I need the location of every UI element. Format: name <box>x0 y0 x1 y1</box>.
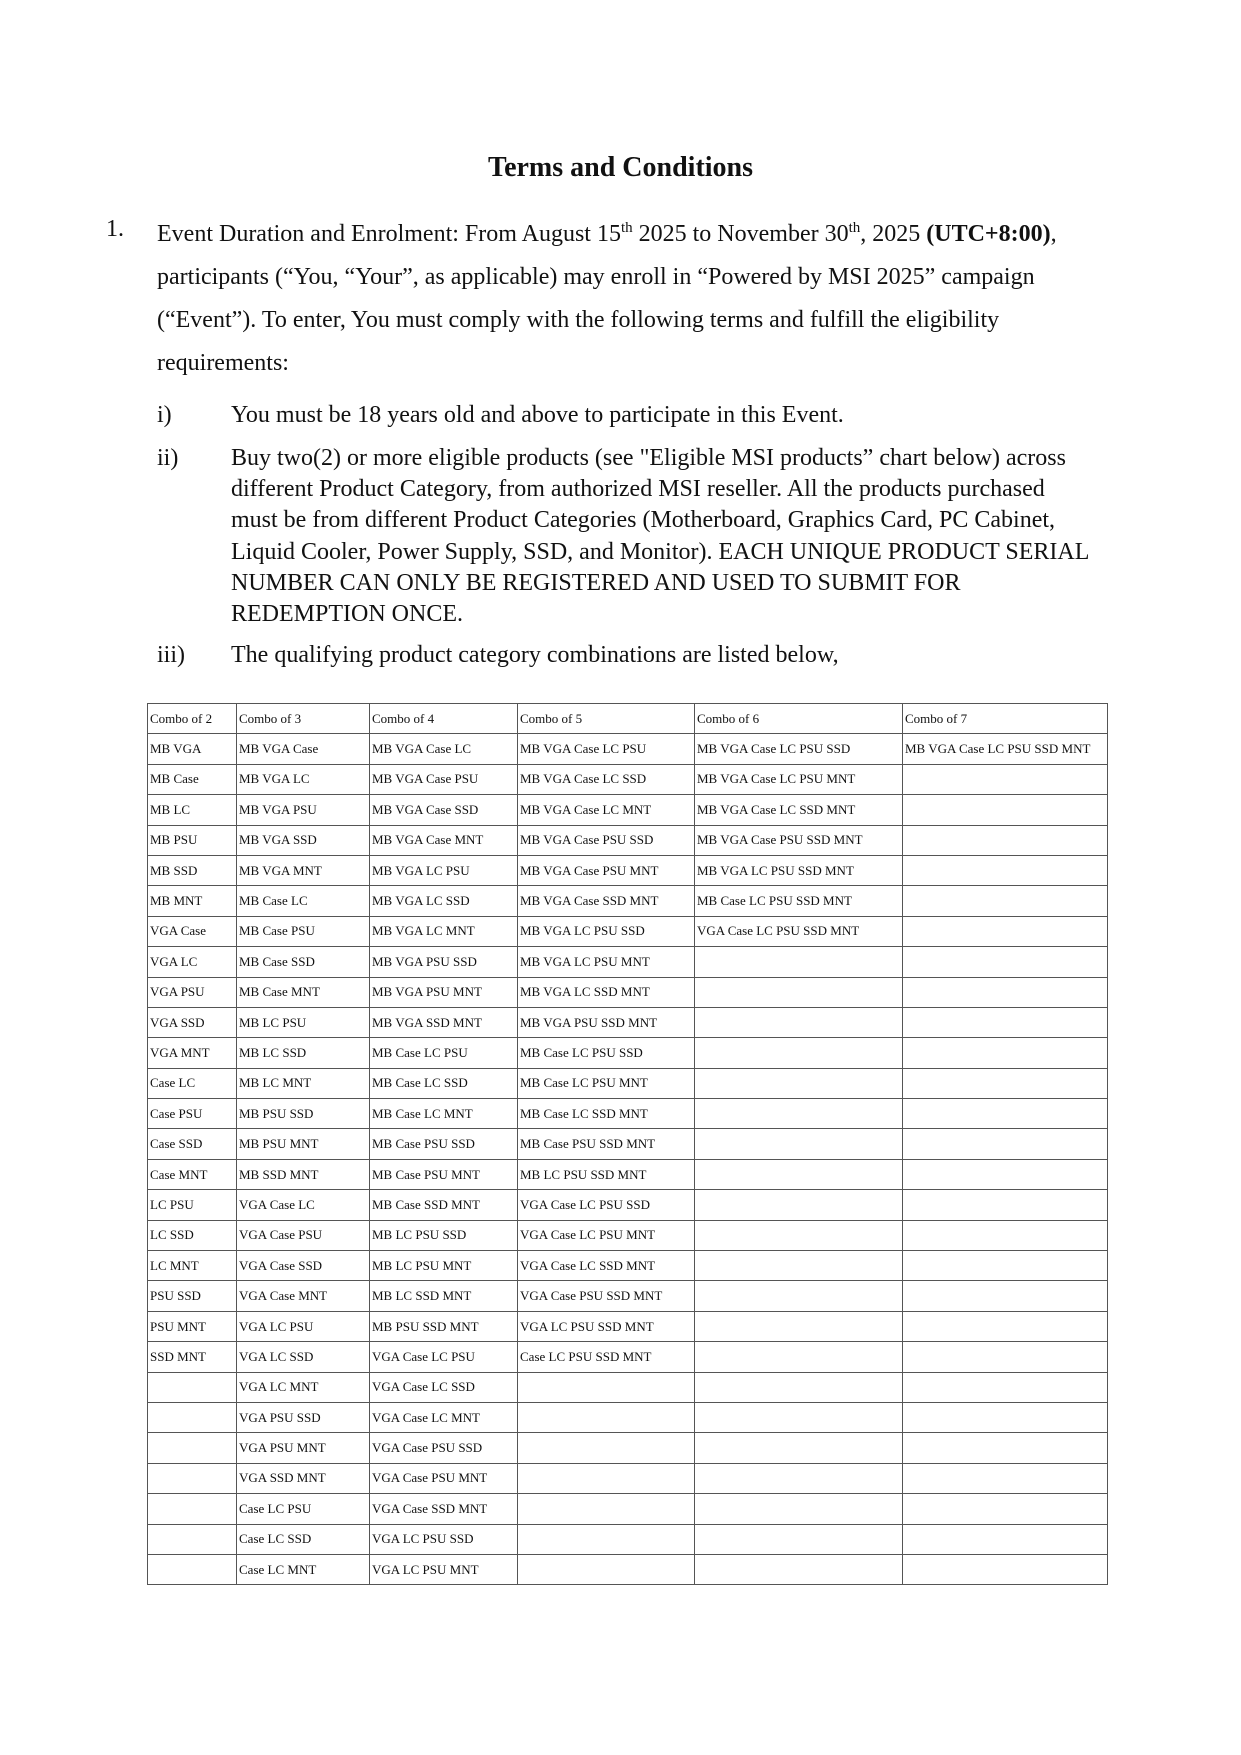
table-cell: VGA Case LC <box>237 1190 370 1220</box>
table-row <box>148 1342 1108 1372</box>
table-cell <box>148 1463 237 1493</box>
table-row <box>148 1402 1108 1432</box>
table-cell: MB VGA PSU SSD MNT <box>518 1007 695 1037</box>
table-cell <box>148 1524 237 1554</box>
table-cell <box>148 1494 237 1524</box>
table-cell: VGA Case SSD MNT <box>370 1494 518 1524</box>
table-cell: PSU MNT <box>148 1311 237 1341</box>
table-row <box>148 1433 1108 1463</box>
table-cell <box>903 1554 1108 1584</box>
table-cell: MB VGA Case LC PSU SSD <box>695 734 903 764</box>
table-cell: MB VGA LC PSU MNT <box>518 947 695 977</box>
table-cell: MB Case MNT <box>237 977 370 1007</box>
table-row <box>148 1463 1108 1493</box>
table-cell: VGA Case LC SSD <box>370 1372 518 1402</box>
table-cell: MB PSU <box>148 825 237 855</box>
table-cell: VGA Case LC SSD MNT <box>518 1251 695 1281</box>
table-cell <box>518 1524 695 1554</box>
table-row <box>148 1220 1108 1250</box>
table-cell: MB LC PSU SSD <box>370 1220 518 1250</box>
table-cell <box>903 764 1108 794</box>
subitem-ii-text: Buy two(2) or more eligible products (see "Eligible MSI products” chart below) across different Product Category, from authorized MSI reseller. All the products purchased must be from different Product Categories (Motherboard, Graphics Card, PC Cabinet, Liquid Cooler, Power Supply, SSD, and Monitor). EACH UNIQUE PRODUCT SERIAL NUMBER CAN ONLY BE REGISTERED AND USED TO SUBMIT FOR REDEMPTION ONCE. <box>231 445 1089 628</box>
item-1-text-b: 2025 to November 30 <box>632 221 849 247</box>
table-cell: MB Case LC <box>237 886 370 916</box>
table-cell: Case LC PSU <box>237 1494 370 1524</box>
table-cell: Case LC SSD <box>237 1524 370 1554</box>
table-cell: MB VGA LC <box>237 764 370 794</box>
table-cell: MB VGA SSD <box>237 825 370 855</box>
combo-table <box>147 703 1108 1585</box>
table-row <box>148 1007 1108 1037</box>
table-cell: VGA Case PSU <box>237 1220 370 1250</box>
table-cell <box>903 1524 1108 1554</box>
table-cell: MB VGA LC SSD MNT <box>518 977 695 1007</box>
table-cell: SSD MNT <box>148 1342 237 1372</box>
table-cell <box>518 1554 695 1584</box>
table-cell <box>695 1402 903 1432</box>
table-cell: MB VGA LC PSU SSD <box>518 916 695 946</box>
table-cell: MB Case PSU MNT <box>370 1159 518 1189</box>
table-cell: MB SSD <box>148 855 237 885</box>
table-cell: LC SSD <box>148 1220 237 1250</box>
item-1-text-d: , participants (“You, “Your”, as applicable) may enroll in “Powered by MSI 2025” campaign (“Event”). To enter, You must comply with the following terms and fulfill the eligibility requirements: <box>157 221 1057 376</box>
table-cell <box>695 1159 903 1189</box>
table-cell <box>903 916 1108 946</box>
table-row <box>148 1554 1108 1584</box>
table-cell <box>148 1402 237 1432</box>
table-cell <box>903 825 1108 855</box>
table-cell: MB Case LC SSD MNT <box>518 1099 695 1129</box>
table-row <box>148 795 1108 825</box>
table-cell: VGA MNT <box>148 1038 237 1068</box>
table-cell: MB VGA Case MNT <box>370 825 518 855</box>
table-cell: MB VGA Case LC MNT <box>518 795 695 825</box>
table-cell: VGA PSU <box>148 977 237 1007</box>
table-cell <box>518 1372 695 1402</box>
table-cell <box>148 1554 237 1584</box>
table-cell: MB PSU SSD MNT <box>370 1311 518 1341</box>
item-1-sup-a: th <box>620 220 633 236</box>
table-cell <box>903 947 1108 977</box>
table-cell: MB VGA PSU SSD <box>370 947 518 977</box>
table-cell <box>518 1494 695 1524</box>
table-cell <box>903 855 1108 885</box>
subitem-iii-text: The qualifying product category combinations are listed below, <box>231 642 839 668</box>
table-row <box>148 1494 1108 1524</box>
table-cell: MB VGA LC PSU SSD MNT <box>695 855 903 885</box>
table-cell <box>695 1342 903 1372</box>
combo-table-body <box>148 704 1108 1585</box>
table-row <box>148 1281 1108 1311</box>
table-row <box>148 1099 1108 1129</box>
table-cell: VGA SSD MNT <box>237 1463 370 1493</box>
combo-table-header-cell: Combo of 3 <box>237 704 370 734</box>
table-cell: MB PSU MNT <box>237 1129 370 1159</box>
combo-table-header-cell: Combo of 5 <box>518 704 695 734</box>
table-cell: LC PSU <box>148 1190 237 1220</box>
table-cell: MB VGA LC SSD <box>370 886 518 916</box>
table-row <box>148 1129 1108 1159</box>
table-cell: MB Case LC SSD <box>370 1068 518 1098</box>
combo-table-header-cell: Combo of 6 <box>695 704 903 734</box>
table-cell: MB Case PSU <box>237 916 370 946</box>
table-cell <box>903 977 1108 1007</box>
combo-table-header-row <box>148 704 1108 734</box>
table-cell: MB Case SSD <box>237 947 370 977</box>
table-cell: MB VGA MNT <box>237 855 370 885</box>
table-cell <box>518 1402 695 1432</box>
table-cell: MB Case <box>148 764 237 794</box>
table-cell <box>695 1129 903 1159</box>
table-cell: VGA LC PSU MNT <box>370 1554 518 1584</box>
table-row <box>148 1311 1108 1341</box>
item-1-timezone: (UTC+8:00) <box>926 221 1051 247</box>
table-cell: VGA LC <box>148 947 237 977</box>
table-cell <box>695 1433 903 1463</box>
table-cell <box>903 1038 1108 1068</box>
table-cell <box>695 1281 903 1311</box>
table-cell <box>695 1038 903 1068</box>
table-row <box>148 1068 1108 1098</box>
table-cell <box>903 1311 1108 1341</box>
item-1-number: 1. <box>106 216 124 242</box>
table-cell <box>903 1068 1108 1098</box>
item-1-text-c: , 2025 <box>860 221 927 247</box>
table-cell <box>695 1068 903 1098</box>
combo-table-header-cell: Combo of 7 <box>903 704 1108 734</box>
table-cell: VGA LC PSU <box>237 1311 370 1341</box>
table-cell: MB VGA PSU <box>237 795 370 825</box>
table-cell: MB Case LC PSU SSD <box>518 1038 695 1068</box>
table-cell: MB VGA Case LC SSD <box>518 764 695 794</box>
item-1-sup-b: th <box>848 220 861 236</box>
table-cell <box>518 1463 695 1493</box>
table-cell: MB LC PSU MNT <box>370 1251 518 1281</box>
table-cell: MB SSD MNT <box>237 1159 370 1189</box>
table-cell: VGA Case LC PSU MNT <box>518 1220 695 1250</box>
table-cell: VGA Case PSU MNT <box>370 1463 518 1493</box>
subitem-iii-number: iii) <box>157 642 185 668</box>
table-cell: MB LC SSD MNT <box>370 1281 518 1311</box>
table-cell: MB Case PSU SSD <box>370 1129 518 1159</box>
table-row <box>148 734 1108 764</box>
table-cell: VGA Case SSD <box>237 1251 370 1281</box>
table-cell: MB Case PSU SSD MNT <box>518 1129 695 1159</box>
table-row <box>148 764 1108 794</box>
table-cell: MB VGA Case LC PSU SSD MNT <box>903 734 1108 764</box>
table-cell: MB VGA Case SSD MNT <box>518 886 695 916</box>
subitem-i-text: You must be 18 years old and above to participate in this Event. <box>231 402 844 428</box>
table-row <box>148 855 1108 885</box>
table-cell <box>695 1007 903 1037</box>
table-cell: MB Case LC PSU MNT <box>518 1068 695 1098</box>
table-cell <box>695 1524 903 1554</box>
table-cell <box>695 1554 903 1584</box>
table-cell: VGA LC MNT <box>237 1372 370 1402</box>
table-row <box>148 1038 1108 1068</box>
table-cell: MB PSU SSD <box>237 1099 370 1129</box>
table-cell <box>903 795 1108 825</box>
table-row <box>148 1372 1108 1402</box>
table-cell <box>903 1190 1108 1220</box>
table-cell: MB VGA Case SSD <box>370 795 518 825</box>
table-cell: MB VGA Case LC <box>370 734 518 764</box>
table-cell: VGA LC PSU SSD <box>370 1524 518 1554</box>
combo-table-header-cell: Combo of 2 <box>148 704 237 734</box>
table-cell <box>695 1463 903 1493</box>
table-cell: MB Case LC PSU SSD MNT <box>695 886 903 916</box>
item-1-text-a: Event Duration and Enrolment: From August 15 <box>157 221 621 247</box>
table-cell: VGA Case PSU SSD MNT <box>518 1281 695 1311</box>
table-cell: VGA Case LC MNT <box>370 1402 518 1432</box>
table-cell: VGA LC PSU SSD MNT <box>518 1311 695 1341</box>
table-cell: MB VGA Case PSU <box>370 764 518 794</box>
table-cell: Case LC <box>148 1068 237 1098</box>
table-cell <box>903 1099 1108 1129</box>
table-cell <box>695 1190 903 1220</box>
table-cell: MB VGA LC MNT <box>370 916 518 946</box>
table-cell <box>903 1433 1108 1463</box>
table-cell: MB VGA Case LC PSU <box>518 734 695 764</box>
table-cell <box>148 1433 237 1463</box>
table-cell: VGA Case LC PSU SSD <box>518 1190 695 1220</box>
table-cell: MB VGA Case PSU MNT <box>518 855 695 885</box>
table-cell: VGA Case LC PSU SSD MNT <box>695 916 903 946</box>
table-cell: MB MNT <box>148 886 237 916</box>
table-row <box>148 916 1108 946</box>
table-cell: MB VGA LC PSU <box>370 855 518 885</box>
table-cell: MB VGA Case PSU SSD <box>518 825 695 855</box>
table-row <box>148 1251 1108 1281</box>
table-cell <box>903 1159 1108 1189</box>
table-cell: MB VGA Case LC SSD MNT <box>695 795 903 825</box>
combo-table-header-cell: Combo of 4 <box>370 704 518 734</box>
table-cell <box>903 1007 1108 1037</box>
table-cell: MB VGA SSD MNT <box>370 1007 518 1037</box>
table-cell: MB VGA Case LC PSU MNT <box>695 764 903 794</box>
table-cell: Case SSD <box>148 1129 237 1159</box>
table-row <box>148 886 1108 916</box>
table-cell: MB VGA <box>148 734 237 764</box>
table-cell <box>903 886 1108 916</box>
table-cell: MB LC <box>148 795 237 825</box>
table-cell: MB LC PSU SSD MNT <box>518 1159 695 1189</box>
table-cell: MB Case LC MNT <box>370 1099 518 1129</box>
table-cell: PSU SSD <box>148 1281 237 1311</box>
table-cell: VGA PSU MNT <box>237 1433 370 1463</box>
table-cell: Case MNT <box>148 1159 237 1189</box>
subitem-ii-number: ii) <box>157 445 179 471</box>
subitem-i-number: i) <box>157 402 172 428</box>
table-row <box>148 977 1108 1007</box>
table-cell: MB Case SSD MNT <box>370 1190 518 1220</box>
table-cell: VGA Case PSU SSD <box>370 1433 518 1463</box>
table-cell <box>695 1494 903 1524</box>
table-cell: VGA PSU SSD <box>237 1402 370 1432</box>
table-cell: Case LC PSU SSD MNT <box>518 1342 695 1372</box>
table-cell <box>148 1372 237 1402</box>
table-cell: VGA Case MNT <box>237 1281 370 1311</box>
table-cell <box>695 977 903 1007</box>
table-cell: VGA LC SSD <box>237 1342 370 1372</box>
table-cell <box>903 1402 1108 1432</box>
table-cell <box>695 1311 903 1341</box>
table-cell <box>695 1372 903 1402</box>
table-row <box>148 825 1108 855</box>
table-cell <box>903 1342 1108 1372</box>
table-cell <box>903 1129 1108 1159</box>
table-cell: Case PSU <box>148 1099 237 1129</box>
table-cell <box>695 1099 903 1129</box>
table-cell: MB Case LC PSU <box>370 1038 518 1068</box>
table-row <box>148 947 1108 977</box>
table-cell <box>903 1463 1108 1493</box>
table-cell <box>903 1220 1108 1250</box>
table-cell: MB LC SSD <box>237 1038 370 1068</box>
page-title: Terms and Conditions <box>487 152 754 183</box>
table-cell <box>903 1281 1108 1311</box>
table-row <box>148 1190 1108 1220</box>
table-cell <box>903 1494 1108 1524</box>
table-cell: MB LC MNT <box>237 1068 370 1098</box>
table-cell: VGA SSD <box>148 1007 237 1037</box>
table-cell: VGA Case LC PSU <box>370 1342 518 1372</box>
table-row <box>148 1524 1108 1554</box>
table-cell: MB VGA Case <box>237 734 370 764</box>
table-cell <box>695 1251 903 1281</box>
item-1-text <box>157 213 1092 385</box>
table-cell: VGA Case <box>148 916 237 946</box>
table-cell <box>903 1372 1108 1402</box>
table-row <box>148 1159 1108 1189</box>
table-cell: MB LC PSU <box>237 1007 370 1037</box>
table-cell <box>695 947 903 977</box>
table-cell <box>695 1220 903 1250</box>
table-cell: Case LC MNT <box>237 1554 370 1584</box>
table-cell <box>903 1251 1108 1281</box>
table-cell: MB VGA PSU MNT <box>370 977 518 1007</box>
table-cell: MB VGA Case PSU SSD MNT <box>695 825 903 855</box>
table-cell: LC MNT <box>148 1251 237 1281</box>
table-cell <box>518 1433 695 1463</box>
